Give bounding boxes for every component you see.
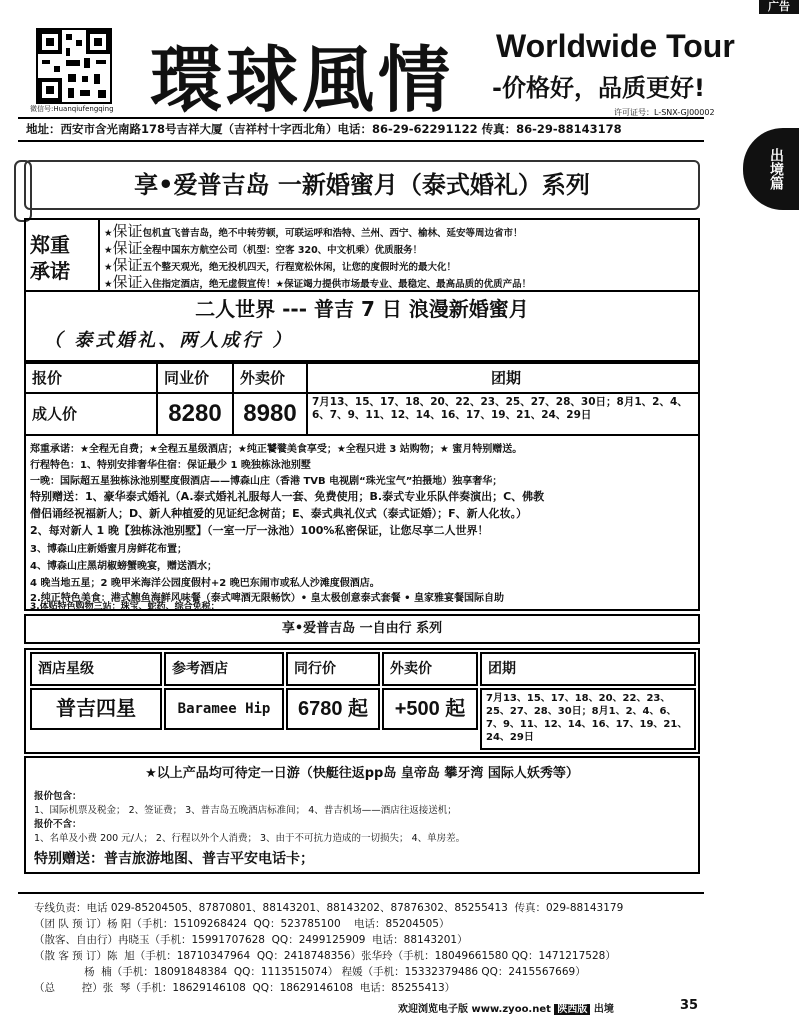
detail-line: 2.纯正特色美食：港式鲍鱼海鲜风味餐（泰式啤酒无限畅饮）• 皇太极创意泰式套餐 • 皇家雅宴餐国际自助 <box>30 593 504 604</box>
dates-header: 团期 <box>306 362 700 394</box>
star-icon: ★ <box>104 262 113 273</box>
footer <box>398 1000 614 1015</box>
series-title: 享•爱普吉岛 一新婚蜜月（泰式婚礼）系列 <box>134 170 590 199</box>
divider <box>18 892 704 894</box>
hotel-star-header: 酒店星级 <box>30 652 162 686</box>
contact-line: （散客、自由行）冉晓玉（手机：15991707628 QQ：2499125909 电话：88143201） <box>34 934 468 946</box>
package-title: 二人世界 --- 普吉 7 日 浪漫新婚蜜月 <box>195 297 529 321</box>
free-dates-header: 团期 <box>480 652 696 686</box>
brand-logo: 環球風情 <box>150 37 455 122</box>
address-line: 地址：西安市含光南路178号吉祥大厦（吉祥村十字西北角）电话：86-29-62291122 传真：86-29-88143178 <box>26 122 622 136</box>
free-retail-price: +500 起 <box>382 688 478 730</box>
hotel-star-value: 普吉四星 <box>30 688 162 730</box>
promise-label <box>30 232 70 284</box>
contact-line: （总 控）张 琴（手机：18629146108 QQ：18629146108 电话：85255413） <box>34 982 456 994</box>
tour-dates: 7月13、15、17、18、20、22、23、25、27、28、30日；8月1、2、4、6、7、9、11、12、14、16、17、19、21、24、29日 <box>306 392 700 436</box>
free-travel-title: 享•爱普吉岛 一自由行 系列 <box>24 614 700 644</box>
promise-keyword: 保证 <box>112 256 143 274</box>
star-icon: ★ <box>104 279 113 290</box>
detail-line: 4 晚当地五星；2 晚甲米海洋公园度假村+2 晚巴东闹市或私人沙滩度假酒店。 <box>30 578 380 589</box>
exclude-text: 1、名单及小费 200 元/人； 2、行程以外个人消费； 3、由于不可抗力造成的一切损失； 4、单房差。 <box>34 833 466 844</box>
promise-keyword: 保证 <box>112 222 143 240</box>
star-icon: ★ <box>104 228 113 239</box>
promise-label-line: 承诺 <box>30 259 70 283</box>
edition-badge: 陕西版 <box>554 1004 590 1015</box>
divider <box>18 140 704 142</box>
package-subtitle: （ 泰式婚礼、两人成行 ） <box>44 330 294 351</box>
promise-text: 全程中国东方航空公司（机型：空客 320、中文机乘）优质服务！ <box>142 245 423 256</box>
hotel-name: Baramee Hip <box>164 688 284 730</box>
promise-keyword: 保证 <box>112 239 143 257</box>
ad-tag: 广告 <box>759 0 799 14</box>
free-retail-header: 外卖价 <box>382 652 478 686</box>
free-peer-price: 6780 起 <box>286 688 380 730</box>
free-peer-header: 同行价 <box>286 652 380 686</box>
retail-price: 8980 <box>232 392 308 436</box>
series-banner <box>24 160 700 210</box>
promise-item <box>104 271 531 292</box>
exclude-label: 报价不含： <box>34 819 82 830</box>
promise-label-line: 郑重 <box>30 233 70 257</box>
qr-code-icon <box>36 28 112 104</box>
permit-number: 许可证号：L-SNX-GJ00002 <box>614 108 715 117</box>
wechat-id: 微信号:Huanqiufengqing <box>30 105 114 113</box>
section-tab: 出境篇 <box>743 128 799 210</box>
star-icon: ★ <box>104 245 113 256</box>
slogan: -价格好，品质更好! <box>492 74 705 102</box>
divider <box>18 117 704 119</box>
footer-url[interactable]: 欢迎浏览电子版 www.zyoo.net <box>398 1004 551 1015</box>
promise-text: 包机直飞普吉岛，绝不中转劳顿，可联运呼和浩特、兰州、西宁、榆林、延安等周边省市！ <box>142 228 523 239</box>
peer-price: 8280 <box>156 392 234 436</box>
free-tour-dates: 7月13、15、17、18、20、22、23、25、27、28、30日；8月1、2、4、6、7、9、11、12、14、16、17、19、21、24、29日 <box>480 688 696 750</box>
contact-line: （团 队 预 订）杨 阳（手机：15109268424 QQ：523785100 电话：85204505） <box>34 918 450 930</box>
footer-section: 出境 <box>593 1004 614 1015</box>
peer-price-header: 同业价 <box>156 362 234 394</box>
brand-english: Worldwide Tour <box>496 28 735 64</box>
promise-text: 入住指定酒店，绝无虚假宣传！★保证竭力提供市场最专业、最稳定、最高品质的优质产品！ <box>142 279 532 290</box>
special-gift: 特别赠送：普吉旅游地图、普吉平安电话卡； <box>34 851 314 867</box>
retail-price-header: 外卖价 <box>232 362 308 394</box>
detail-line: 3.体贴特色购物三站：珠宝、蛇药、综合免税； <box>30 602 220 612</box>
detail-line: 4、博森山庄黑胡椒螃蟹晚宴，赠送酒水； <box>30 561 217 572</box>
adult-price-label: 成人价 <box>24 392 158 436</box>
price-header: 报价 <box>24 362 158 394</box>
promise-keyword: 保证 <box>112 273 143 291</box>
include-label: 报价包含： <box>34 791 82 802</box>
detail-line: 僧侣诵经祝福新人；D、新人种植爱的见证纪念树苗；E、泰式典礼仪式（泰式证婚）；F、新人化妆。） <box>30 507 528 520</box>
detail-line: 一晚：国际超五星独栋泳池别墅度假酒店——博森山庄（香港 TVB 电视剧“珠光宝气”拍摄地）独享奢华； <box>30 476 503 487</box>
detail-line: 特别赠送：1、豪华泰式婚礼（A.泰式婚礼礼服每人一套、免费使用；B.泰式专业乐队伴奏演出；C、佛教 <box>30 490 545 503</box>
detail-line: 2、每对新人 1 晚【独栋泳池别墅】（一室一厅一泳池）100%私密保证，让您尽享二人世界！ <box>30 524 489 537</box>
hotel-header: 参考酒店 <box>164 652 284 686</box>
day-trip-note: ★以上产品均可待定一日游（快艇往返pp岛 皇帝岛 攀牙湾 国际人妖秀等） <box>145 766 579 781</box>
contact-line: （散 客 预 订）陈 旭（手机：18710347964 QQ：2418748356）张华玲（手机：18049661580 QQ：1471217528） <box>34 950 616 962</box>
detail-line: 郑重承诺：★全程无自费；★全程五星级酒店；★纯正饕餮美食享受；★全程只进 3 站购物；★ 蜜月特别赠送。 <box>30 444 523 455</box>
contact-line: 杨 楠（手机：18091848384 QQ：1113515074） 程媛（手机：15332379486 QQ：2415567669） <box>34 966 586 978</box>
divider <box>24 290 700 292</box>
detail-line: 行程特色：1、特别安排奢华住宿：保证最少 1 晚独栋泳池别墅 <box>30 460 311 471</box>
contact-line: 专线负责：电话 029-85204505、87870801、88143201、88143202、87876302、85255413 传真：029-88143179 <box>34 902 624 914</box>
page-number: 35 <box>680 998 699 1013</box>
detail-line: 3、博森山庄新婚蜜月房鲜花布置； <box>30 544 187 555</box>
promise-text: 五个整天观光，绝无投机四天，行程宽松休闲，让您的度假时光的最大化！ <box>142 262 457 273</box>
include-text: 1、国际机票及税金； 2、签证费； 3、普吉岛五晚酒店标准间； 4、普吉机场——酒店往返接送机； <box>34 805 457 816</box>
